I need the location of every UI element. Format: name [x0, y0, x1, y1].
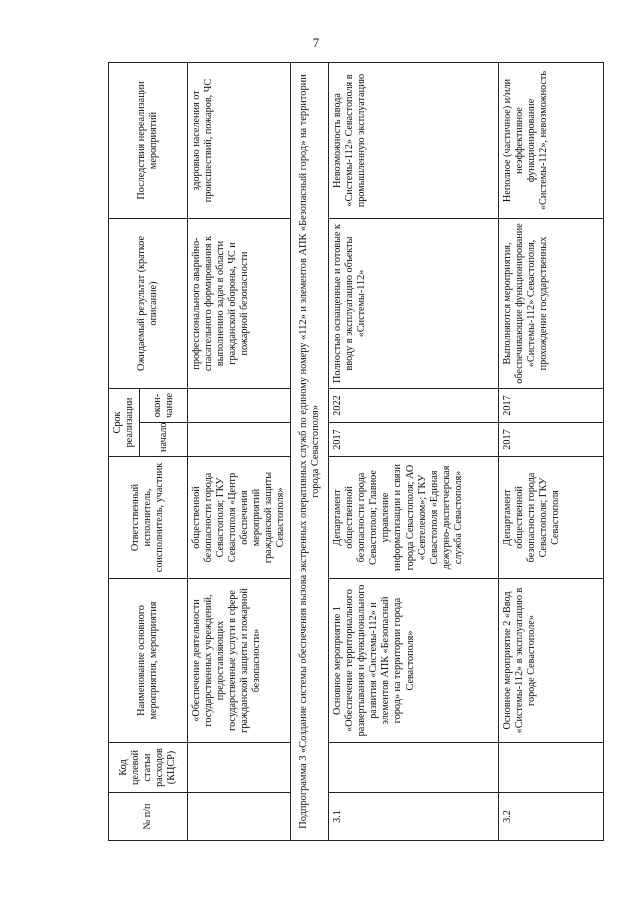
cell-num: 3.1	[329, 793, 499, 841]
cell-consequences: здоровью населения от происшествий, пожаров, ЧС	[188, 63, 291, 219]
cell-consequences: Неполное (частичное) и/или неэффективное функционирование «Системы-112», невозможность	[499, 63, 604, 219]
cell-code	[499, 743, 604, 793]
header-end: окон- чание	[140, 389, 188, 423]
table-row	[329, 63, 499, 841]
header-name: Наименование основного мероприятия, мероприятия	[109, 579, 188, 743]
section-title: Подпрограмма 3 «Создание системы обеспечения вызова экстренных оперативных служб по единому номеру «112» и элементов АПК «Безопасный город» на территории города Севастополя»	[291, 63, 329, 841]
cell-responsible: Департамент общественной безопасности города Севастополя; ГКУ Севастополя	[499, 457, 604, 579]
header-start: начало	[140, 423, 188, 457]
cell-end: 2022	[329, 389, 499, 423]
cell-num: 3.2	[499, 793, 604, 841]
rotated-table-container	[108, 63, 585, 841]
section-row	[291, 63, 329, 841]
cell-result: профессионального аварийно-спасательного формирования к выполнению задач в области гражданской обороны, ЧС и пожарной безопасности	[188, 219, 291, 389]
cell-start: 2017	[329, 423, 499, 457]
header-term: Срок реализации	[109, 389, 140, 457]
cell-result: Полностью оснащенные и готовые к вводу в эксплуатацию объекты «Системы-112»	[329, 219, 499, 389]
cell-name: Основное мероприятие 1 «Обеспечение территориального развертывания и функционального развития «Системы-112» и элементов АПК «Безопасный город» на территории города Севастополя»	[329, 579, 499, 743]
cell-result: Выполняются мероприятия, обеспечивающие функционирование «Системы-112» Севастополя, прохождение государственных	[499, 219, 604, 389]
cell-start: 2017	[499, 423, 604, 457]
cell-start	[188, 423, 291, 457]
cell-consequences: Невозможность ввода «Системы-112» Севастополя в промышленную эксплуатацию	[329, 63, 499, 219]
cell-responsible: Департамент общественной безопасности города Севастополя; Главное управление информатизации и связи города Севастополя; АО «Севтелеком»; ГКУ Севастополя «Единая дежурно-диспетчерская служба Севастополя»	[329, 457, 499, 579]
cell-num	[188, 793, 291, 841]
header-num: № п/п	[109, 793, 188, 841]
cell-name: Основное мероприятие 2 «Ввод «Системы-112» в эксплуатацию в городе Севастополе»	[499, 579, 604, 743]
header-result: Ожидаемый результат (краткое описание)	[109, 219, 188, 389]
page-number: 7	[312, 35, 320, 50]
cell-name: «Обеспечение деятельности государственных учреждений, предоставляющих государственные услуги в сфере гражданской защиты и пожарной безопасности»	[188, 579, 291, 743]
header-row-1	[109, 63, 140, 841]
cell-end	[188, 389, 291, 423]
table-row	[188, 63, 291, 841]
measures-table	[108, 62, 604, 841]
header-consequences: Последствия нереализации мероприятий	[109, 63, 188, 219]
cell-end: 2017	[499, 389, 604, 423]
header-code: Код целевой статьи расходов (КЦСР)	[109, 743, 188, 793]
cell-code	[329, 743, 499, 793]
cell-code	[188, 743, 291, 793]
table-row	[499, 63, 604, 841]
cell-responsible: общественной безопасности города Севастополя; ГКУ Севастополя «Центр обеспечения мероприятий гражданской защиты Севастополя»	[188, 457, 291, 579]
header-responsible: Ответственный исполнитель, соисполнитель, участник	[109, 457, 188, 579]
